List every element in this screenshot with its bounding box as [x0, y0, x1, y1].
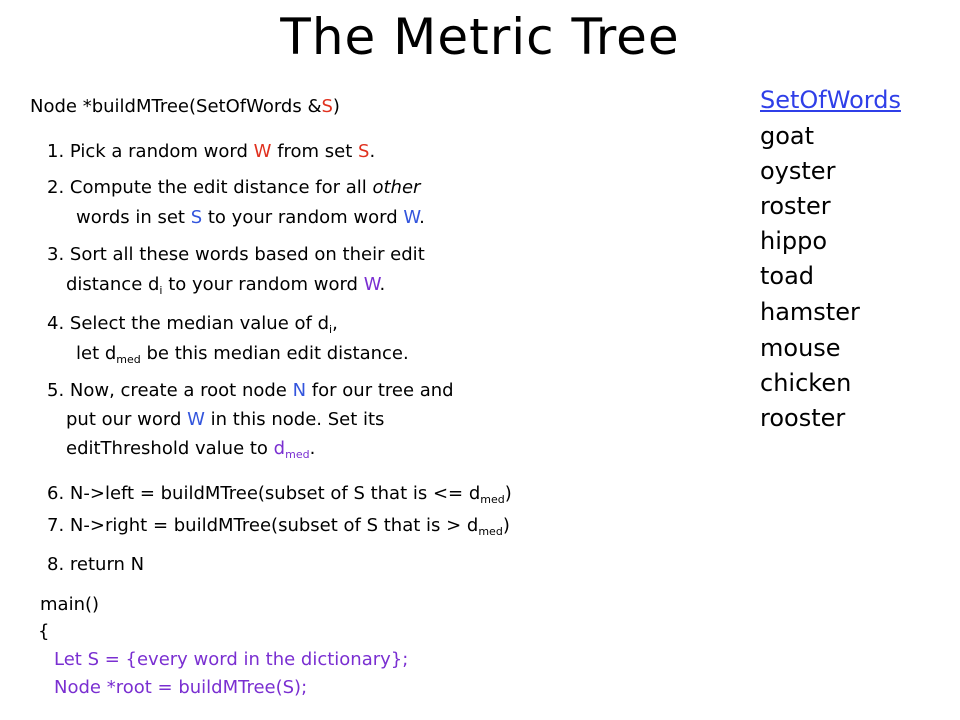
function-signature: Node *buildMTree(SetOfWords &S) [30, 96, 340, 117]
main-code-line-2: { [38, 621, 50, 642]
step-5: 5. Now, create a root node N for our tree and [47, 380, 454, 401]
word-list-item: hippo [760, 227, 828, 255]
step-5-line-3: editThreshold value to $d_{med}$. [66, 438, 316, 461]
word-list-item: hamster [760, 298, 860, 326]
step-3-line-2: distance $d_i$ to your random word W. [66, 274, 386, 297]
word-list-item: rooster [760, 404, 846, 432]
step-7: 7. N->right = buildMTree(subset of S that is > $d_{med}$) [47, 515, 510, 538]
main-code-line-1: main() [40, 594, 100, 615]
step-2: 2. Compute the edit distance for all other [47, 177, 421, 198]
step-4-line-2: let $d_{med}$ be this median edit distance. [76, 343, 409, 366]
word-list-item: toad [760, 262, 815, 290]
step-4: 4. Select the median value of $d_i$, [47, 313, 338, 336]
slide-title: The Metric Tree [280, 8, 680, 66]
step-2-line-2: words in set S to your random word W. [76, 207, 425, 228]
step-3: 3. Sort all these words based on their edit [47, 244, 425, 265]
main-code-line-3: Let S = {every word in the dictionary}; [54, 649, 409, 670]
word-list-item: goat [760, 122, 815, 150]
step-5-line-2: put our word W in this node. Set its [66, 409, 385, 430]
word-list-heading: SetOfWords [760, 86, 901, 114]
step-6: 6. N->left = buildMTree(subset of S that is <= $d_{med}$) [47, 483, 512, 506]
word-list-item: oyster [760, 157, 836, 185]
word-list-item: mouse [760, 334, 841, 362]
main-code-line-4: Node *root = buildMTree(S); [54, 677, 308, 698]
word-list-item: roster [760, 192, 831, 220]
step-1: 1. Pick a random word W from set S. [47, 141, 376, 162]
step-8: 8. return N [47, 554, 145, 575]
word-list-item: chicken [760, 369, 852, 397]
